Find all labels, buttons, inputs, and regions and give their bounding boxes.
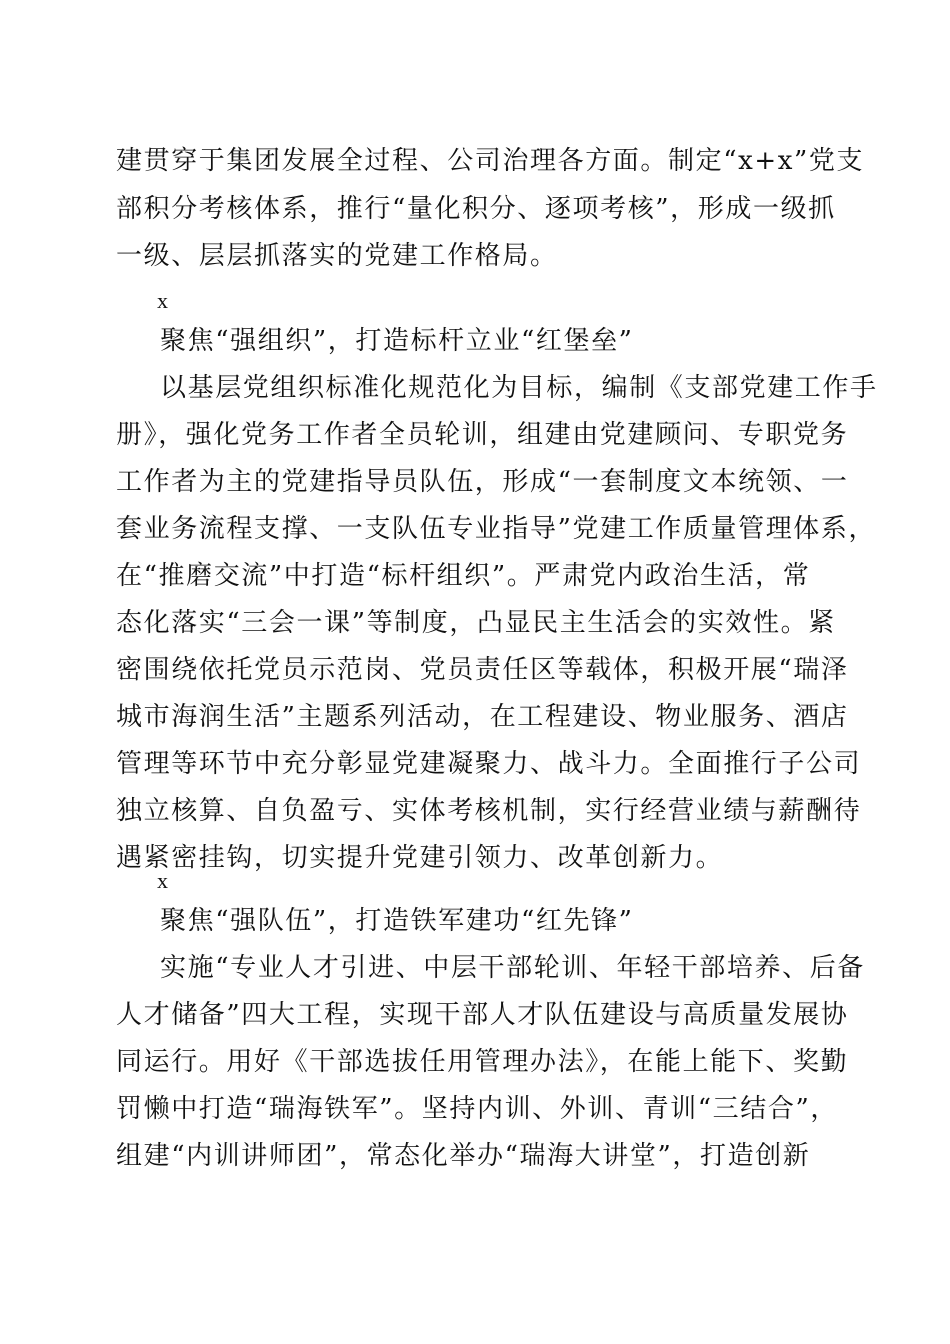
section-1-line-9: 管理等环节中充分彰显党建凝聚力、战斗力。全面推行子公司 xyxy=(116,749,862,779)
section-1-heading: 聚焦“强组织”，打造标杆立业“红堡垒” xyxy=(160,326,634,356)
section-1-line-1: 以基层党组织标准化规范化为目标，编制《支部党建工作手 xyxy=(160,373,878,403)
section-1-line-7: 密围绕依托党员示范岗、党员责任区等载体，积极开展“瑞泽 xyxy=(116,655,849,685)
section-2-line-3: 同运行。用好《干部选拔任用管理办法》，在能上能下、奖勤 xyxy=(116,1047,849,1077)
paragraph-1-line-2: 部积分考核体系，推行“量化积分、逐项考核”，形成一级抓 xyxy=(116,194,836,224)
section-2-heading: 聚焦“强队伍”，打造铁军建功“红先锋” xyxy=(160,906,634,936)
section-1-line-2: 册》，强化党务工作者全员轮训，组建由党建顾问、专职党务 xyxy=(116,420,849,450)
section-1-line-4: 套业务流程支撑、一支队伍专业指导”党建工作质量管理体系， xyxy=(116,514,877,544)
section-2-line-2: 人才储备”四大工程，实现干部人才队伍建设与高质量发展协 xyxy=(116,1000,849,1030)
paragraph-1-line-1: 建贯穿于集团发展全过程、公司治理各方面。制定“x+x”党支 xyxy=(116,146,865,176)
section-1-line-8: 城市海润生活”主题系列活动，在工程建设、物业服务、酒店 xyxy=(116,702,849,732)
section-1-line-5: 在“推磨交流”中打造“标杆组织”。严肃党内政治生活，常 xyxy=(116,561,811,591)
section-1-line-6: 态化落实“三会一课”等制度，凸显民主生活会的实效性。紧 xyxy=(116,608,836,638)
paragraph-1-line-3: 一级、层层抓落实的党建工作格局。 xyxy=(116,241,558,271)
section-2-line-5: 组建“内训讲师团”，常态化举办“瑞海大讲堂”，打造创新 xyxy=(116,1141,811,1171)
section-1-line-3: 工作者为主的党建指导员队伍，形成“一套制度文本统领、一 xyxy=(116,467,849,497)
section-1-line-10: 独立核算、自负盈亏、实体考核机制，实行经营业绩与薪酬待 xyxy=(116,796,862,826)
section-2-line-4: 罚懒中打造“瑞海铁军”。坚持内训、外训、青训“三结合”， xyxy=(116,1094,838,1124)
section-1-marker: x xyxy=(157,288,168,313)
section-2-marker: x xyxy=(157,868,168,893)
section-1-line-11: 遇紧密挂钩，切实提升党建引领力、改革创新力。 xyxy=(116,843,724,873)
section-2-line-1: 实施“专业人才引进、中层干部轮训、年轻干部培养、后备 xyxy=(160,953,865,983)
